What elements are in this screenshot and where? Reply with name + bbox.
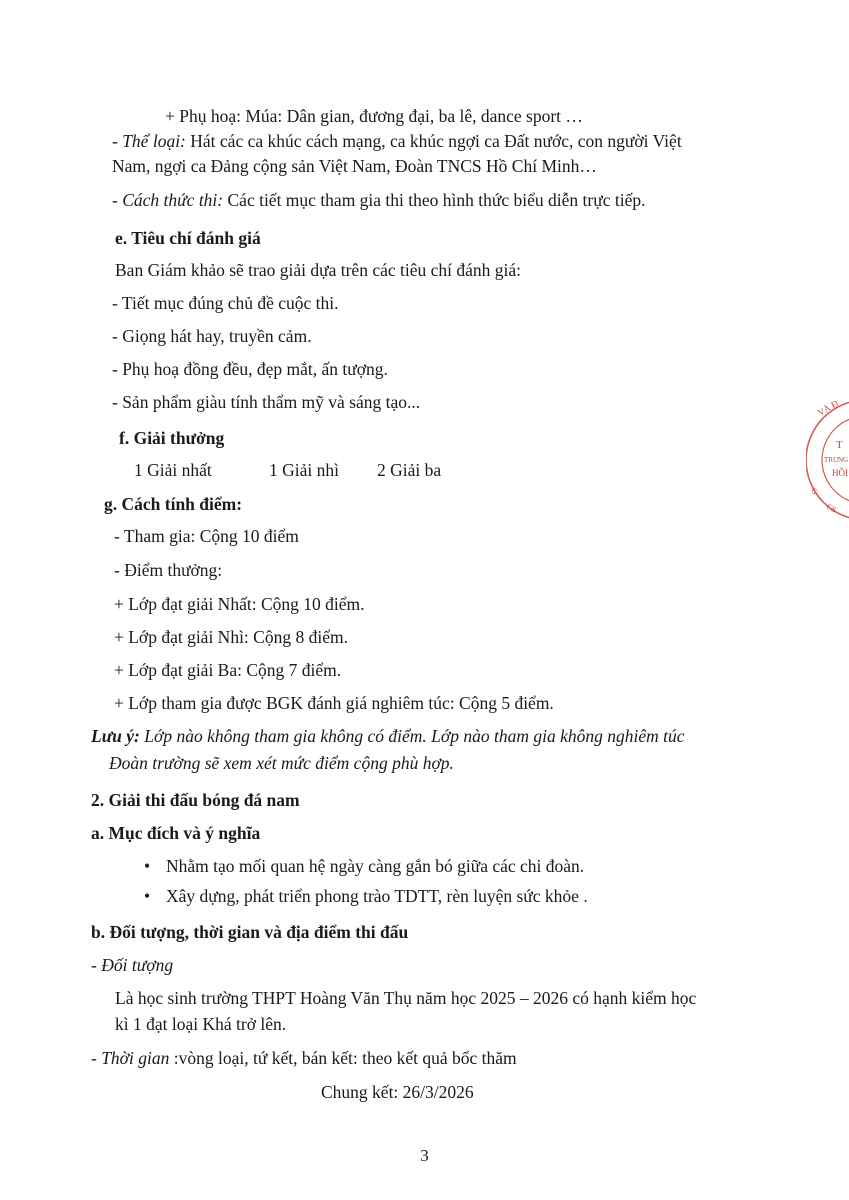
criteria-item-2: - Giọng hát hay, truyền cảm. xyxy=(112,326,312,346)
note-line-2: Đoàn trường sẽ xem xét mức điểm cộng phù hợp. xyxy=(109,753,454,773)
genre-line-2: Nam, ngợi ca Đảng cộng sản Việt Nam, Đoàn TNCS Hồ Chí Minh… xyxy=(112,156,597,176)
final-date: Chung kết: 26/3/2026 xyxy=(321,1082,474,1102)
heading-b: b. Đối tượng, thời gian và địa điểm thi đấu xyxy=(91,922,409,942)
time-line xyxy=(91,1047,517,1069)
svg-text:VÀ Đ: VÀ Đ xyxy=(816,398,840,418)
seal-icon xyxy=(806,390,849,530)
heading-e: e. Tiêu chí đánh giá xyxy=(115,228,261,248)
target-text: Là học sinh trường THPT Hoàng Văn Thụ năm học 2025 – 2026 có hạnh kiểm học xyxy=(115,988,697,1008)
svg-text:CS: CS xyxy=(825,501,838,515)
score-second: + Lớp đạt giải Nhì: Cộng 8 điểm. xyxy=(114,627,348,647)
genre-text: Hát các ca khúc cách mạng, ca khúc ngợi ca Đất nước, con người Việt xyxy=(185,131,682,151)
note-text: Lớp nào không tham gia không có điểm. Lớp nào tham gia không nghiêm túc xyxy=(139,726,685,746)
criteria-item-4: - Sản phẩm giàu tính thẩm mỹ và sáng tạo... xyxy=(112,392,421,412)
method-label: - Cách thức thi: xyxy=(112,190,224,210)
heading-f: f. Giải thưởng xyxy=(119,428,225,448)
score-bonus: - Điểm thưởng: xyxy=(114,560,223,580)
svg-text:TRUNG: TRUNG xyxy=(824,456,849,464)
score-third: + Lớp đạt giải Ba: Cộng 7 điểm. xyxy=(114,660,342,680)
target-text-2: kì 1 đạt loại Khá trở lên. xyxy=(115,1014,287,1034)
criteria-item-1: - Tiết mục đúng chủ đề cuộc thi. xyxy=(112,293,339,313)
genre-label: - Thể loại: xyxy=(112,131,186,151)
heading-a: a. Mục đích và ý nghĩa xyxy=(91,823,261,843)
criteria-item-3: - Phụ hoạ đồng đều, đẹp mắt, ấn tượng. xyxy=(112,359,388,379)
heading-g: g. Cách tính điểm: xyxy=(104,494,243,514)
prize-second: 1 Giải nhì xyxy=(269,460,339,480)
genre-line xyxy=(112,130,682,152)
dance-line: + Phụ hoạ: Múa: Dân gian, đương đại, ba lê, dance sport … xyxy=(165,106,583,126)
score-serious: + Lớp tham gia được BGK đánh giá nghiêm túc: Cộng 5 điểm. xyxy=(114,693,554,713)
time-text: :vòng loại, tứ kết, bán kết: theo kết quả bốc thăm xyxy=(169,1048,517,1068)
svg-text:G: G xyxy=(809,486,820,497)
purpose-bullet-1: • Nhằm tạo mối quan hệ ngày càng gắn bó giữa các chi đoàn. xyxy=(144,856,585,876)
note-line xyxy=(91,725,685,747)
note-label: Lưu ý: xyxy=(91,726,140,746)
page-number: 3 xyxy=(420,1146,429,1165)
score-first: + Lớp đạt giải Nhất: Cộng 10 điểm. xyxy=(114,594,365,614)
method-line xyxy=(112,189,645,211)
bullet-icon: • xyxy=(144,886,151,906)
heading-2: 2. Giải thi đấu bóng đá nam xyxy=(91,790,300,810)
seal-stamp xyxy=(806,390,849,530)
target-label: - Đối tượng xyxy=(91,955,174,975)
prize-first: 1 Giải nhất xyxy=(134,460,212,480)
svg-text:T: T xyxy=(836,439,843,451)
method-text: Các tiết mục tham gia thi theo hình thức biểu diễn trực tiếp. xyxy=(223,190,646,210)
svg-text:HỒI: HỒI xyxy=(832,468,848,478)
criteria-intro: Ban Giám khảo sẽ trao giải dựa trên các tiêu chí đánh giá: xyxy=(115,260,522,280)
purpose-bullet-2: • Xây dựng, phát triển phong trào TDTT, rèn luyện sức khỏe . xyxy=(144,886,588,906)
time-label: - Thời gian xyxy=(91,1048,170,1068)
prize-third: 2 Giải ba xyxy=(377,460,442,480)
bullet-icon: • xyxy=(144,856,151,876)
score-participate: - Tham gia: Cộng 10 điểm xyxy=(114,526,299,546)
